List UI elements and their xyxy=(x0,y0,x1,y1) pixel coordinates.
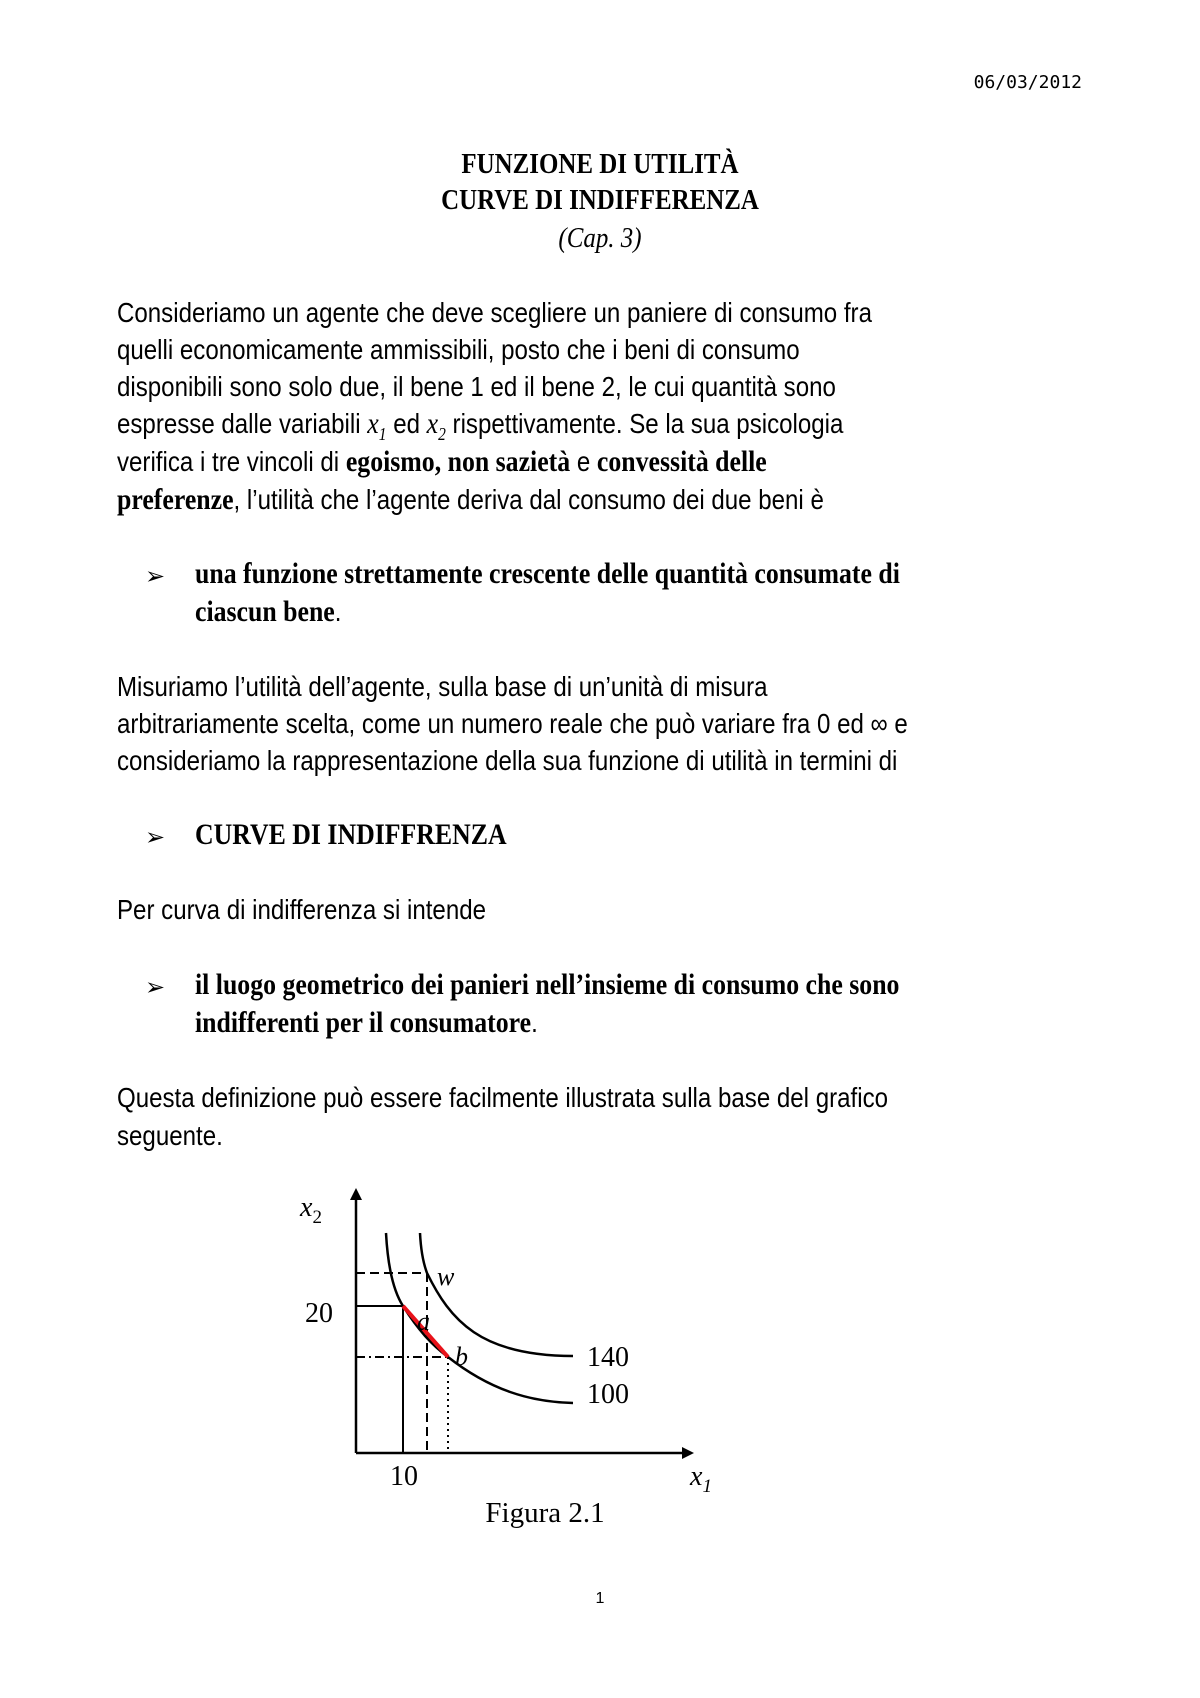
point-b-label: b xyxy=(455,1342,468,1371)
point-w-label: w xyxy=(437,1262,455,1291)
bold-text: egoismo, non sazietà xyxy=(345,445,571,478)
bullet1-line-1: una funzione strettamente crescente delle quantità consumate di xyxy=(195,557,900,590)
bold-text: convessità delle xyxy=(596,445,767,478)
point-a-label: a xyxy=(417,1307,430,1336)
var-x2-letter: x xyxy=(426,407,439,440)
p4-line-1: Questa definizione può essere facilmente illustrata sulla base del grafico xyxy=(117,1082,889,1113)
indifference-curve-140 xyxy=(420,1233,573,1356)
text: rispettivamente. Se la sua psicologia xyxy=(445,408,844,439)
p4-line-2: seguente. xyxy=(117,1120,223,1151)
bold-text: ciascun bene xyxy=(195,595,335,628)
x-axis-label: $x_1$ xyxy=(690,1461,712,1497)
p3-line-1: Per curva di indifferenza si intende xyxy=(117,894,487,925)
p2-line-1: Misuriamo l’utilità dell’agente, sulla base di un’unità di misura xyxy=(117,671,768,702)
bullet-arrow-icon: ➢ xyxy=(145,973,166,1001)
title-line-1: FUNZIONE DI UTILITÀ xyxy=(461,148,739,180)
text: . xyxy=(531,1007,538,1038)
p1-line-2: quelli economicamente ammissibili, posto che i beni di consumo xyxy=(117,334,800,365)
p1-line-1: Consideriamo un agente che deve scegliere un paniere di consumo fra xyxy=(117,297,872,328)
y-axis-label: $x_2$ xyxy=(300,1192,322,1228)
bullet-arrow-icon: ➢ xyxy=(145,823,166,851)
bold-text: indifferenti per il consumatore xyxy=(195,1006,532,1039)
bullet-arrow-icon: ➢ xyxy=(145,562,166,590)
tick-y-20: 20 xyxy=(305,1298,333,1329)
curve-label-100: 100 xyxy=(587,1379,629,1410)
x-axis-arrow-icon xyxy=(682,1447,694,1459)
page-number: 1 xyxy=(595,1590,605,1607)
text: ed xyxy=(386,408,427,439)
text: espresse dalle variabili xyxy=(117,408,368,439)
p2-line-3: consideriamo la rappresentazione della sua funzione di utilità in termini di xyxy=(117,745,898,776)
text: verifica i tre vincoli di xyxy=(117,446,346,477)
bold-text: preferenze xyxy=(117,483,234,516)
var-x1-sub: 1 xyxy=(378,424,387,444)
title-line-2: CURVE DI INDIFFERENZA xyxy=(441,184,759,216)
var-x1-letter: x xyxy=(367,407,379,440)
title-chapter: (Cap. 3) xyxy=(558,222,642,254)
curve-label-140: 140 xyxy=(587,1342,629,1373)
bullet3-line-1: il luogo geometrico dei panieri nell’insieme di consumo che sono xyxy=(195,968,900,1001)
text: , l’utilità che l’agente deriva dal consumo dei due beni è xyxy=(233,484,824,515)
text: e xyxy=(570,446,597,477)
var-x2-sub: 2 xyxy=(438,424,446,444)
bullet2-line-1: CURVE DI INDIFFRENZA xyxy=(195,818,507,851)
tick-x-10: 10 xyxy=(390,1461,418,1492)
p2-line-2: arbitrariamente scelta, come un numero reale che può variare fra 0 ed ∞ e xyxy=(117,708,908,739)
text: . xyxy=(334,596,342,627)
p1-line-3: disponibili sono solo due, il bene 1 ed il bene 2, le cui quantità sono xyxy=(117,371,836,402)
figure-caption: Figura 2.1 xyxy=(485,1497,605,1529)
header-date: 06/03/2012 xyxy=(973,72,1082,93)
y-axis-arrow-icon xyxy=(350,1188,362,1200)
